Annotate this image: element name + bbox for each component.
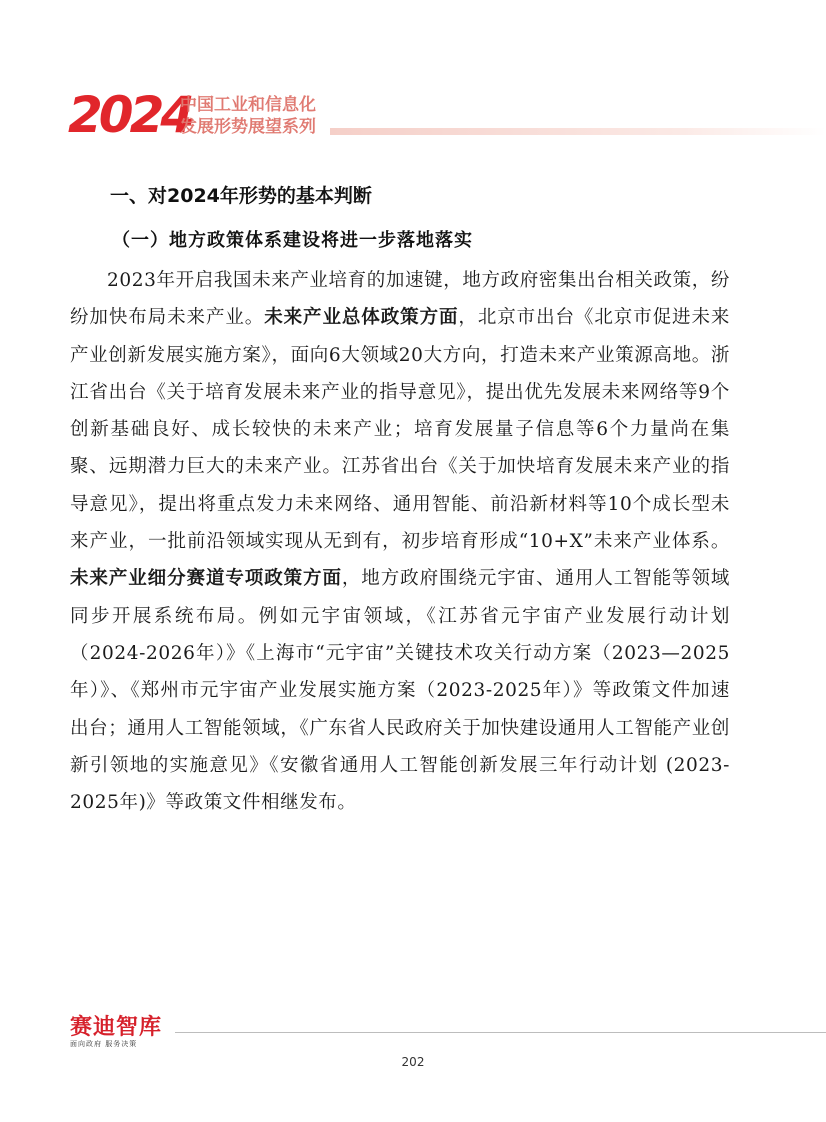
paragraph-text-1: 2023年开启我国未来产业培育的加速键，地方政府密集出台相关政策，纷纷加快布局未来产业。 — [70, 270, 730, 329]
year-logo: 2024 — [68, 86, 192, 144]
footer-slogan: 面向政府 服务决策 — [70, 1040, 138, 1048]
paragraph-text-3: ，地方政府围绕元宇宙、通用人工智能等领域同步开展系统布局。例如元宇宙领域，《江苏省元宇宙产业发展行动计划（2024-2026年）》《上海市“元宇宙”关键技术攻关行动方案（2023—2025年）》、《郑州市元宇宙产业发展实施方案（2023-2025年）》等政策文件加速出台；通用人工智能领域，《广东省人民政府关于加快建设通用人工智能产业创新引领地的实施意见》《安徽省通用人工智能创新发展三年行动计划 (2023-2025年)》等政策文件相继发布。 — [70, 568, 730, 814]
page-number: 202 — [401, 1055, 425, 1069]
footer-divider — [175, 1032, 826, 1033]
paragraph-bold-2: 未来产业细分赛道专项政策方面 — [70, 568, 342, 590]
series-title-line-2: 发展形势展望系列 — [180, 117, 316, 137]
section-heading: 一、对2024年形势的基本判断 — [110, 185, 372, 207]
paragraph-bold-1: 未来产业总体政策方面 — [264, 307, 459, 329]
footer-brand-logo: 赛迪智库 — [70, 1015, 163, 1040]
main-content — [70, 180, 730, 821]
series-title-line-1: 中国工业和信息化 — [180, 95, 316, 115]
section-subheading: （一）地方政策体系建设将进一步落地落实 — [112, 230, 473, 251]
paragraph-text-2: ，北京市出台《北京市促进未来产业创新发展实施方案》，面向6大领域20大方向，打造未来产业策源高地。浙江省出台《关于培育发展未来产业的指导意见》，提出优先发展未来网络等9个创新基础良好、成长较快的未来产业；培育发展量子信息等6个力量尚在集聚、远期潜力巨大的未来产业。江苏省出台《关于加快培育发展未来产业的指导意见》，提出将重点发力未来网络、通用智能、前沿新材料等10个成长型未来产业，一批前沿领域实现从无到有，初步培育形成“10+X”未来产业体系。 — [70, 307, 730, 553]
series-title — [180, 94, 316, 138]
header-decorative-bar — [330, 128, 826, 135]
body-paragraph — [70, 262, 730, 821]
page-header — [0, 0, 826, 150]
